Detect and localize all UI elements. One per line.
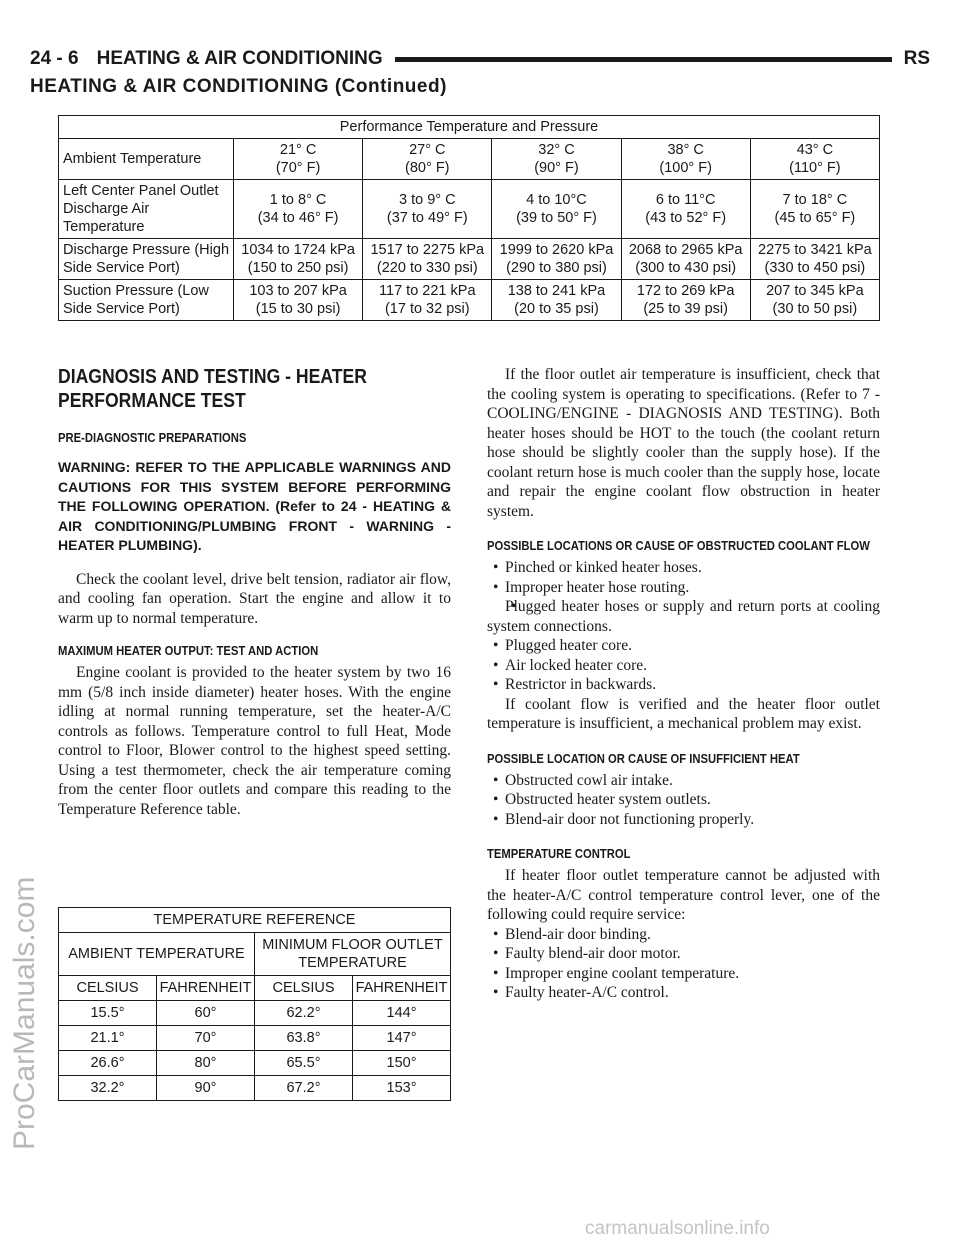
temperature-control-list	[487, 925, 880, 1003]
insufficient-heat-list	[487, 771, 880, 830]
performance-table	[58, 115, 880, 321]
performance-cell: 172 to 269 kPa (25 to 39 psi)	[621, 280, 750, 321]
performance-cell: 21° C (70° F)	[234, 139, 363, 180]
floor-outlet-paragraph: If the floor outlet air temperature is insufficient, check that the cooling system is operating to specifications. (Refer to 7 - COOLING/ENGINE - DIAGNOSIS AND TESTING). Both heater hoses should be HOT to the touch (the coolant return hose should be slightly cooler than the supply hose). If the coolant return hose is much cooler than the supply hose, locate and repair the engine coolant flow obstruction in heater system.	[487, 366, 880, 520]
reference-cell: 63.8°	[255, 1026, 353, 1051]
unit-header: FAHRENHEIT	[353, 976, 451, 1001]
unit-header: CELSIUS	[255, 976, 353, 1001]
list-item: • Faulty blend-air door motor.	[487, 944, 880, 964]
reference-table-title: TEMPERATURE REFERENCE	[59, 908, 451, 933]
performance-cell: 117 to 221 kPa (17 to 32 psi)	[363, 280, 492, 321]
reference-cell: 32.2°	[59, 1076, 157, 1101]
performance-cell: 2275 to 3421 kPa (330 to 450 psi)	[750, 239, 879, 280]
page-number: 24 - 6	[30, 48, 79, 69]
minimum-floor-outlet-header: MINIMUM FLOOR OUTLET TEMPERATURE	[255, 933, 451, 976]
unit-header: CELSIUS	[59, 976, 157, 1001]
performance-cell: 3 to 9° C (37 to 49° F)	[363, 180, 492, 239]
reference-cell: 65.5°	[255, 1051, 353, 1076]
obstructed-flow-list	[487, 558, 880, 695]
temperature-control-heading: TEMPERATURE CONTROL	[487, 847, 631, 861]
row-label: Left Center Panel Outlet Discharge Air Temperature	[59, 180, 234, 239]
reference-cell: 62.2°	[255, 1001, 353, 1026]
row-label: Suction Pressure (Low Side Service Port)	[59, 280, 234, 321]
pre-diagnostic-heading: PRE-DIAGNOSTIC PREPARATIONS	[58, 431, 247, 445]
performance-row	[59, 139, 880, 180]
reference-cell: 15.5°	[59, 1001, 157, 1026]
side-watermark: ProCarManuals.com	[8, 876, 41, 1150]
max-output-heading: MAXIMUM HEATER OUTPUT: TEST AND ACTION	[58, 644, 319, 658]
performance-row	[59, 280, 880, 321]
unit-header: FAHRENHEIT	[157, 976, 255, 1001]
list-item: • Restrictor in backwards.	[487, 675, 880, 695]
reference-cell: 80°	[157, 1051, 255, 1076]
performance-row	[59, 239, 880, 280]
list-item: • Faulty heater-A/C control.	[487, 983, 880, 1003]
performance-cell: 27° C (80° F)	[363, 139, 492, 180]
right-column	[487, 365, 880, 1003]
ambient-temperature-header: AMBIENT TEMPERATURE	[59, 933, 255, 976]
list-item: • Plugged heater core.	[487, 636, 880, 656]
reference-cell: 90°	[157, 1076, 255, 1101]
row-label: Discharge Pressure (High Side Service Port)	[59, 239, 234, 280]
list-item: • Air locked heater core.	[487, 656, 880, 676]
performance-cell: 103 to 207 kPa (15 to 30 psi)	[234, 280, 363, 321]
reference-cell: 21.1°	[59, 1026, 157, 1051]
list-item: • Obstructed heater system outlets.	[487, 790, 880, 810]
reference-cell: 70°	[157, 1026, 255, 1051]
reference-row	[59, 1001, 451, 1026]
list-item: • Pinched or kinked heater hoses.	[487, 558, 880, 578]
performance-table-title: Performance Temperature and Pressure	[59, 116, 880, 139]
performance-cell: 2068 to 2965 kPa (300 to 430 psi)	[621, 239, 750, 280]
performance-cell: 38° C (100° F)	[621, 139, 750, 180]
left-column	[58, 365, 451, 819]
coolant-check-paragraph: Check the coolant level, drive belt tension, radiator air flow, and cooling fan operation. Start the engine and allow it to warm up to normal temperature.	[58, 570, 451, 627]
section-name: HEATING & AIR CONDITIONING	[96, 48, 383, 69]
list-item: • Plugged heater hoses or supply and return ports at cooling system connections.	[487, 597, 880, 636]
units-row	[59, 976, 451, 1001]
reference-cell: 60°	[157, 1001, 255, 1026]
performance-cell: 1 to 8° C (34 to 46° F)	[234, 180, 363, 239]
continued-heading: HEATING & AIR CONDITIONING (Continued)	[30, 76, 447, 97]
reference-row	[59, 1051, 451, 1076]
page-header	[30, 44, 930, 74]
performance-cell: 6 to 11°C (43 to 52° F)	[621, 180, 750, 239]
list-item: • Improper engine coolant temperature.	[487, 964, 880, 984]
performance-cell: 32° C (90° F)	[492, 139, 621, 180]
list-item: • Blend-air door binding.	[487, 925, 880, 945]
performance-cell: 1999 to 2620 kPa (290 to 380 psi)	[492, 239, 621, 280]
performance-cell: 7 to 18° C (45 to 65° F)	[750, 180, 879, 239]
performance-cell: 1517 to 2275 kPa (220 to 330 psi)	[363, 239, 492, 280]
list-item: • Obstructed cowl air intake.	[487, 771, 880, 791]
reference-row	[59, 1026, 451, 1051]
list-item: • Improper heater hose routing.	[487, 578, 880, 598]
performance-cell: 207 to 345 kPa (30 to 50 psi)	[750, 280, 879, 321]
footer-watermark: carmanualsonline.info	[585, 1218, 770, 1239]
temperature-reference-table	[58, 907, 451, 1101]
reference-row	[59, 1076, 451, 1101]
performance-cell: 4 to 10°C (39 to 50° F)	[492, 180, 621, 239]
reference-cell: 26.6°	[59, 1051, 157, 1076]
reference-cell: 150°	[353, 1051, 451, 1076]
insufficient-heat-heading: POSSIBLE LOCATION OR CAUSE OF INSUFFICIENT HEAT	[487, 751, 800, 766]
reference-table-body	[59, 1001, 451, 1101]
row-label: Ambient Temperature	[59, 139, 234, 180]
reference-cell: 67.2°	[255, 1076, 353, 1101]
reference-cell: 153°	[353, 1076, 451, 1101]
performance-cell: 138 to 241 kPa (20 to 35 psi)	[492, 280, 621, 321]
list-item: • Blend-air door not functioning properly.	[487, 810, 880, 830]
obstructed-flow-heading: POSSIBLE LOCATIONS OR CAUSE OF OBSTRUCTED COOLANT FLOW	[487, 539, 870, 553]
warning-text: WARNING: REFER TO THE APPLICABLE WARNINGS AND CAUTIONS FOR THIS SYSTEM BEFORE PERFORMING THE FOLLOWING OPERATION. (Refer to 24 - HEATING & AIR CONDITIONING/PLUMBING FRONT - WARNING - HEATER PLUMBING).	[58, 459, 451, 553]
mechanical-problem-paragraph: If coolant flow is verified and the heater floor outlet temperature is insufficient, a mechanical problem may exist.	[487, 695, 880, 732]
manual-code: RS	[903, 48, 930, 69]
header-rule	[395, 57, 892, 62]
performance-table-body	[59, 139, 880, 321]
reference-cell: 147°	[353, 1026, 451, 1051]
performance-cell: 1034 to 1724 kPa (150 to 250 psi)	[234, 239, 363, 280]
temperature-control-paragraph: If heater floor outlet temperature cannot be adjusted with the heater-A/C control temperature control lever, one of the following could require service:	[487, 867, 880, 923]
performance-cell: 43° C (110° F)	[750, 139, 879, 180]
section-title: DIAGNOSIS AND TESTING - HEATER PERFORMANCE TEST	[58, 366, 367, 412]
performance-row	[59, 180, 880, 239]
max-output-paragraph: Engine coolant is provided to the heater system by two 16 mm (5/8 inch inside diameter) heater hoses. With the engine idling at normal running temperature, set the heater-A/C controls as follows. Temperature control to full Heat, Mode control to Floor, Blower control to the highest speed setting. Using a test thermometer, check the air temperature coming from the center floor outlets and compare this reading to the Temperature Reference table.	[58, 664, 451, 818]
reference-cell: 144°	[353, 1001, 451, 1026]
